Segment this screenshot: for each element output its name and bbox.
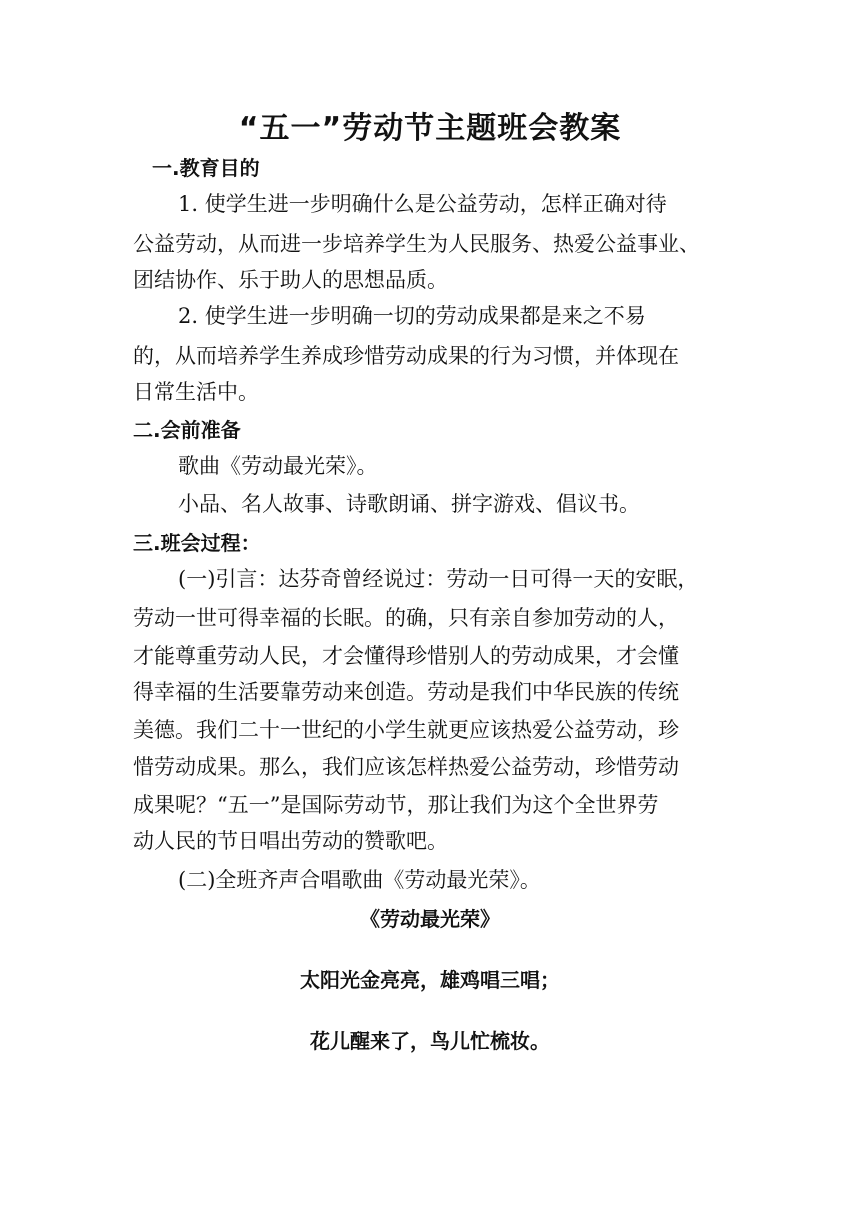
paragraph-line: 才能尊重劳动人民，才会懂得珍惜别人的劳动成果，才会懂 [133, 644, 679, 668]
paragraph-line: 2. 使学生进一步明确一切的劳动成果都是来之不易 [178, 304, 646, 328]
song-title: 《劳动最光荣》 [360, 907, 500, 931]
document-title: “五一”劳动节主题班会教案 [238, 111, 622, 146]
song-lyric-line: 太阳光金亮亮，雄鸡唱三唱； [300, 968, 560, 992]
paragraph-line: 惜劳动成果。那么，我们应该怎样热爱公益劳动，珍惜劳动 [133, 755, 679, 779]
paragraph-line: 美德。我们二十一世纪的小学生就更应该热爱公益劳动，珍 [133, 718, 679, 742]
paragraph-line: 1. 使学生进一步明确什么是公益劳动，怎样正确对待 [178, 192, 667, 216]
paragraph-line: 日常生活中。 [133, 380, 259, 404]
paragraph-line: 成果呢？“五一”是国际劳动节，那让我们为这个全世界劳 [133, 793, 659, 817]
paragraph-line: (一)引言：达芬奇曾经说过：劳动一日可得一天的安眠， [178, 567, 699, 591]
paragraph-line: 的，从而培养学生养成珍惜劳动成果的行为习惯，并体现在 [133, 344, 679, 368]
section-heading-preparation: 二.会前准备 [133, 418, 241, 442]
section-heading-education-purpose: 一.教育目的 [152, 156, 260, 180]
paragraph-line: 团结协作、乐于助人的思想品质。 [133, 268, 448, 292]
paragraph-line: 公益劳动，从而进一步培养学生为人民服务、热爱公益事业、 [133, 232, 700, 256]
paragraph-line: 得幸福的生活要靠劳动来创造。劳动是我们中华民族的传统 [133, 680, 679, 704]
paragraph-line: 劳动一世可得幸福的长眠。的确，只有亲自参加劳动的人， [133, 606, 679, 630]
paragraph-line: 动人民的节日唱出劳动的赞歌吧。 [133, 829, 448, 853]
section-heading-process: 三.班会过程： [133, 531, 261, 555]
song-lyric-line: 花儿醒来了，鸟儿忙梳妆。 [310, 1029, 550, 1053]
paragraph-line: 小品、名人故事、诗歌朗诵、拼字游戏、倡议书。 [178, 492, 640, 516]
paragraph-line: (二)全班齐声合唱歌曲《劳动最光荣》。 [178, 868, 541, 892]
paragraph-line: 歌曲《劳动最光荣》。 [178, 454, 378, 478]
